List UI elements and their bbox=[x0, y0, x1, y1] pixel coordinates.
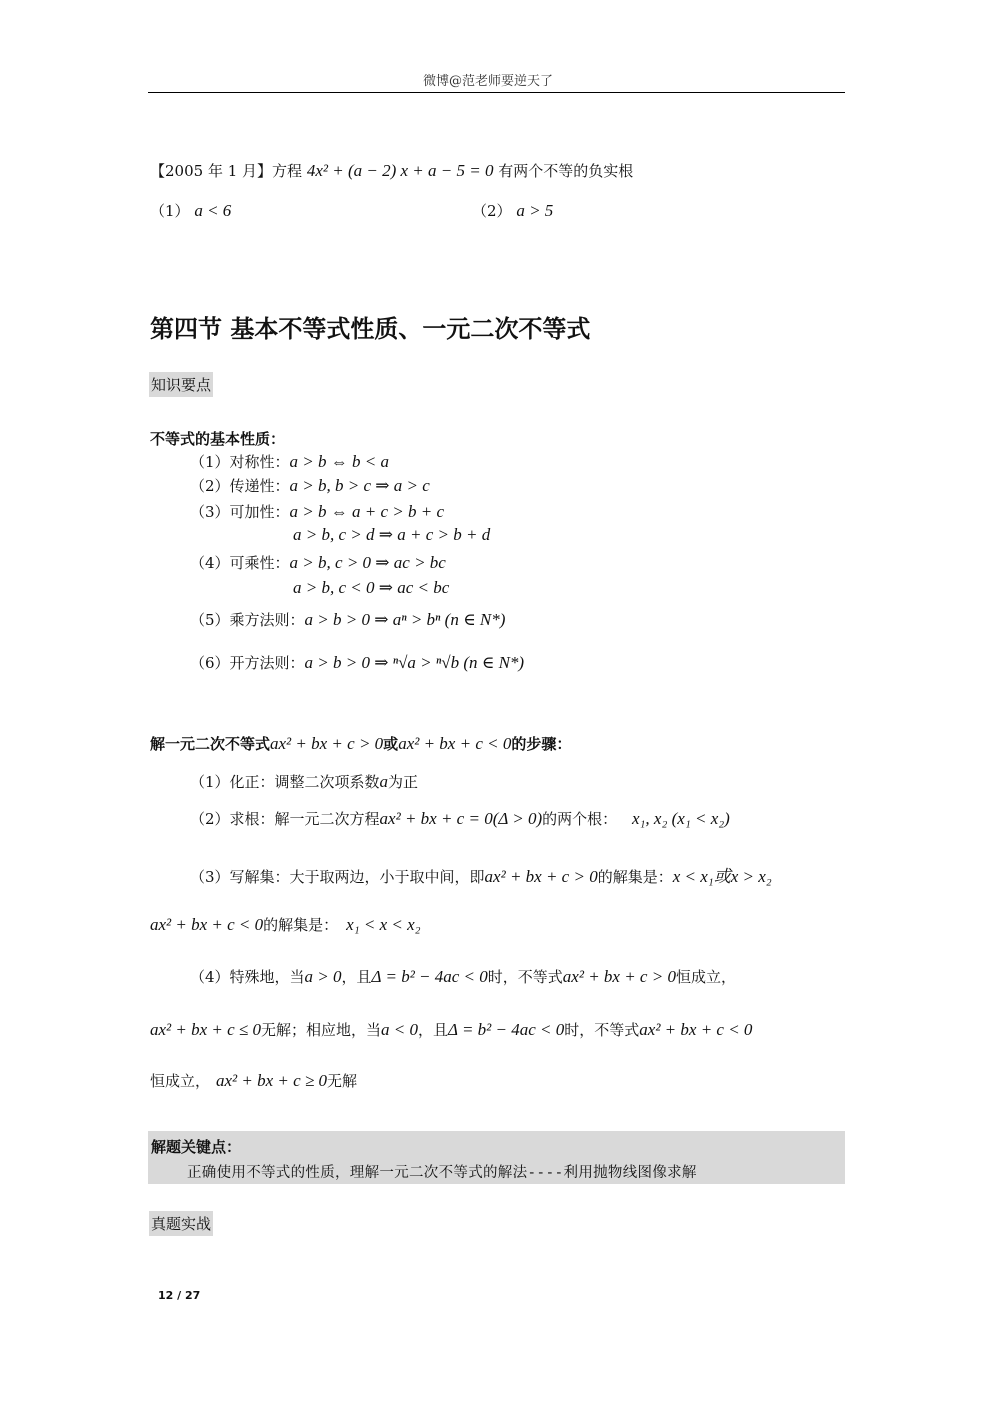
steps-heading bbox=[150, 733, 571, 754]
problem-tag: 【2005 年 1 月】 bbox=[150, 162, 273, 180]
property-math: a > b ⇔ b < a bbox=[289, 452, 389, 471]
step-math: a > 0 bbox=[304, 967, 342, 986]
step-math: ax² + bx + c < 0 bbox=[639, 1020, 753, 1039]
step-6 bbox=[150, 1070, 357, 1091]
step-math: ax² + bx + c > 0 bbox=[484, 867, 598, 886]
property-math: a > b > 0 ⇒ aⁿ > bⁿ (n ∈ N*) bbox=[304, 610, 506, 629]
step-1 bbox=[190, 771, 418, 792]
step-math: ax² + bx + c ≤ 0 bbox=[150, 1020, 262, 1039]
property-item bbox=[190, 552, 446, 573]
page-header: 微博@范老师要逆天了 bbox=[423, 74, 554, 89]
practice-label: 真题实战 bbox=[149, 1211, 213, 1236]
step-text: ，且 bbox=[341, 968, 372, 986]
property-label: （5）乘方法则： bbox=[190, 611, 305, 629]
properties-heading: 不等式的基本性质： bbox=[150, 430, 286, 448]
property-label: （2）传递性： bbox=[190, 477, 290, 495]
step-math: ax² + bx + c ≥ 0 bbox=[216, 1071, 328, 1090]
step-4 bbox=[190, 966, 736, 987]
steps-heading-tail: 的步骤： bbox=[511, 735, 572, 753]
step-text: 的解集是： bbox=[597, 868, 673, 886]
property-item bbox=[190, 609, 505, 630]
key-point-heading: 解题关键点： bbox=[151, 1138, 242, 1156]
step-math: ax² + bx + c < 0 bbox=[150, 915, 264, 934]
step-5 bbox=[150, 1019, 752, 1040]
step-text: 无解 bbox=[327, 1072, 358, 1090]
step-text: （1）化正：调整二次项系数 bbox=[190, 773, 380, 791]
property-math: a > b, c < 0 ⇒ ac < bc bbox=[293, 578, 450, 597]
step-math: x₁ < x < x₂ bbox=[346, 915, 421, 934]
option-2 bbox=[472, 200, 553, 221]
step-math: x < x₁或x > x₂ bbox=[672, 867, 772, 886]
steps-heading-text: 解一元二次不等式 bbox=[150, 735, 271, 753]
step-math: a < 0 bbox=[381, 1020, 419, 1039]
property-label: （4）可乘性： bbox=[190, 554, 290, 572]
problem-line bbox=[150, 160, 633, 181]
option-2-math: a > 5 bbox=[516, 201, 554, 220]
property-item bbox=[190, 451, 389, 472]
step-text: 时，不等式 bbox=[564, 1021, 640, 1039]
step-text: （4）特殊地，当 bbox=[190, 968, 305, 986]
property-label: （1）对称性： bbox=[190, 453, 290, 471]
property-label: （6）开方法则： bbox=[190, 654, 305, 672]
step-text: （3）写解集：大于取两边，小于取中间，即 bbox=[190, 868, 485, 886]
property-math: a > b, c > 0 ⇒ ac > bc bbox=[289, 553, 446, 572]
option-1 bbox=[150, 200, 231, 221]
property-item bbox=[293, 525, 490, 545]
step-text: 恒成立， bbox=[675, 968, 736, 986]
property-item bbox=[190, 475, 430, 496]
step-text: 为正 bbox=[388, 773, 419, 791]
property-item bbox=[293, 578, 449, 598]
steps-heading-or: 或 bbox=[383, 735, 399, 753]
problem-lead: 方程 bbox=[272, 162, 303, 180]
header-rule bbox=[148, 92, 845, 93]
step-text: ，且 bbox=[418, 1021, 449, 1039]
property-math: a > b, b > c ⇒ a > c bbox=[289, 476, 430, 495]
step-math: ax² + bx + c > 0 bbox=[562, 967, 676, 986]
step-math: a bbox=[379, 772, 389, 791]
section-title: 第四节 基本不等式性质、一元二次不等式 bbox=[150, 315, 591, 343]
step-3b bbox=[150, 914, 421, 935]
step-3 bbox=[190, 862, 772, 887]
property-item bbox=[190, 652, 524, 673]
problem-equation: 4x² + (a − 2) x + a − 5 = 0 bbox=[306, 161, 494, 180]
steps-heading-math: ax² + bx + c < 0 bbox=[398, 734, 512, 753]
step-text: 恒成立， bbox=[150, 1072, 211, 1090]
property-math: a > b ⇔ a + c > b + c bbox=[289, 502, 445, 521]
property-item bbox=[190, 501, 444, 522]
step-text: 无解；相应地，当 bbox=[261, 1021, 382, 1039]
step-text: 的解集是： bbox=[263, 916, 339, 934]
property-math: a > b, c > d ⇒ a + c > b + d bbox=[293, 525, 491, 544]
step-text: 时，不等式 bbox=[487, 968, 563, 986]
problem-tail: 有两个不等的负实根 bbox=[498, 162, 634, 180]
option-1-label: （1） bbox=[150, 202, 190, 220]
step-text: （2）求根：解一元二次方程 bbox=[190, 810, 380, 828]
key-point-text: 正确使用不等式的性质，理解一元二次不等式的解法----利用抛物线图像求解 bbox=[187, 1165, 697, 1181]
property-math: a > b > 0 ⇒ ⁿ√a > ⁿ√b (n ∈ N*) bbox=[304, 653, 525, 672]
step-math: ax² + bx + c = 0(Δ > 0) bbox=[379, 809, 543, 828]
knowledge-label: 知识要点 bbox=[149, 372, 213, 397]
option-2-label: （2） bbox=[472, 202, 512, 220]
step-math: Δ = b² − 4ac < 0 bbox=[371, 967, 488, 986]
option-1-math: a < 6 bbox=[194, 201, 232, 220]
step-math: Δ = b² − 4ac < 0 bbox=[448, 1020, 565, 1039]
step-text: 的两个根： bbox=[542, 810, 618, 828]
step-2 bbox=[190, 808, 730, 829]
step-math: x₁, x₂ (x₁ < x₂) bbox=[631, 809, 730, 828]
property-label: （3）可加性： bbox=[190, 503, 290, 521]
steps-heading-math: ax² + bx + c > 0 bbox=[270, 734, 384, 753]
page-number: 12 / 27 bbox=[158, 1289, 201, 1302]
